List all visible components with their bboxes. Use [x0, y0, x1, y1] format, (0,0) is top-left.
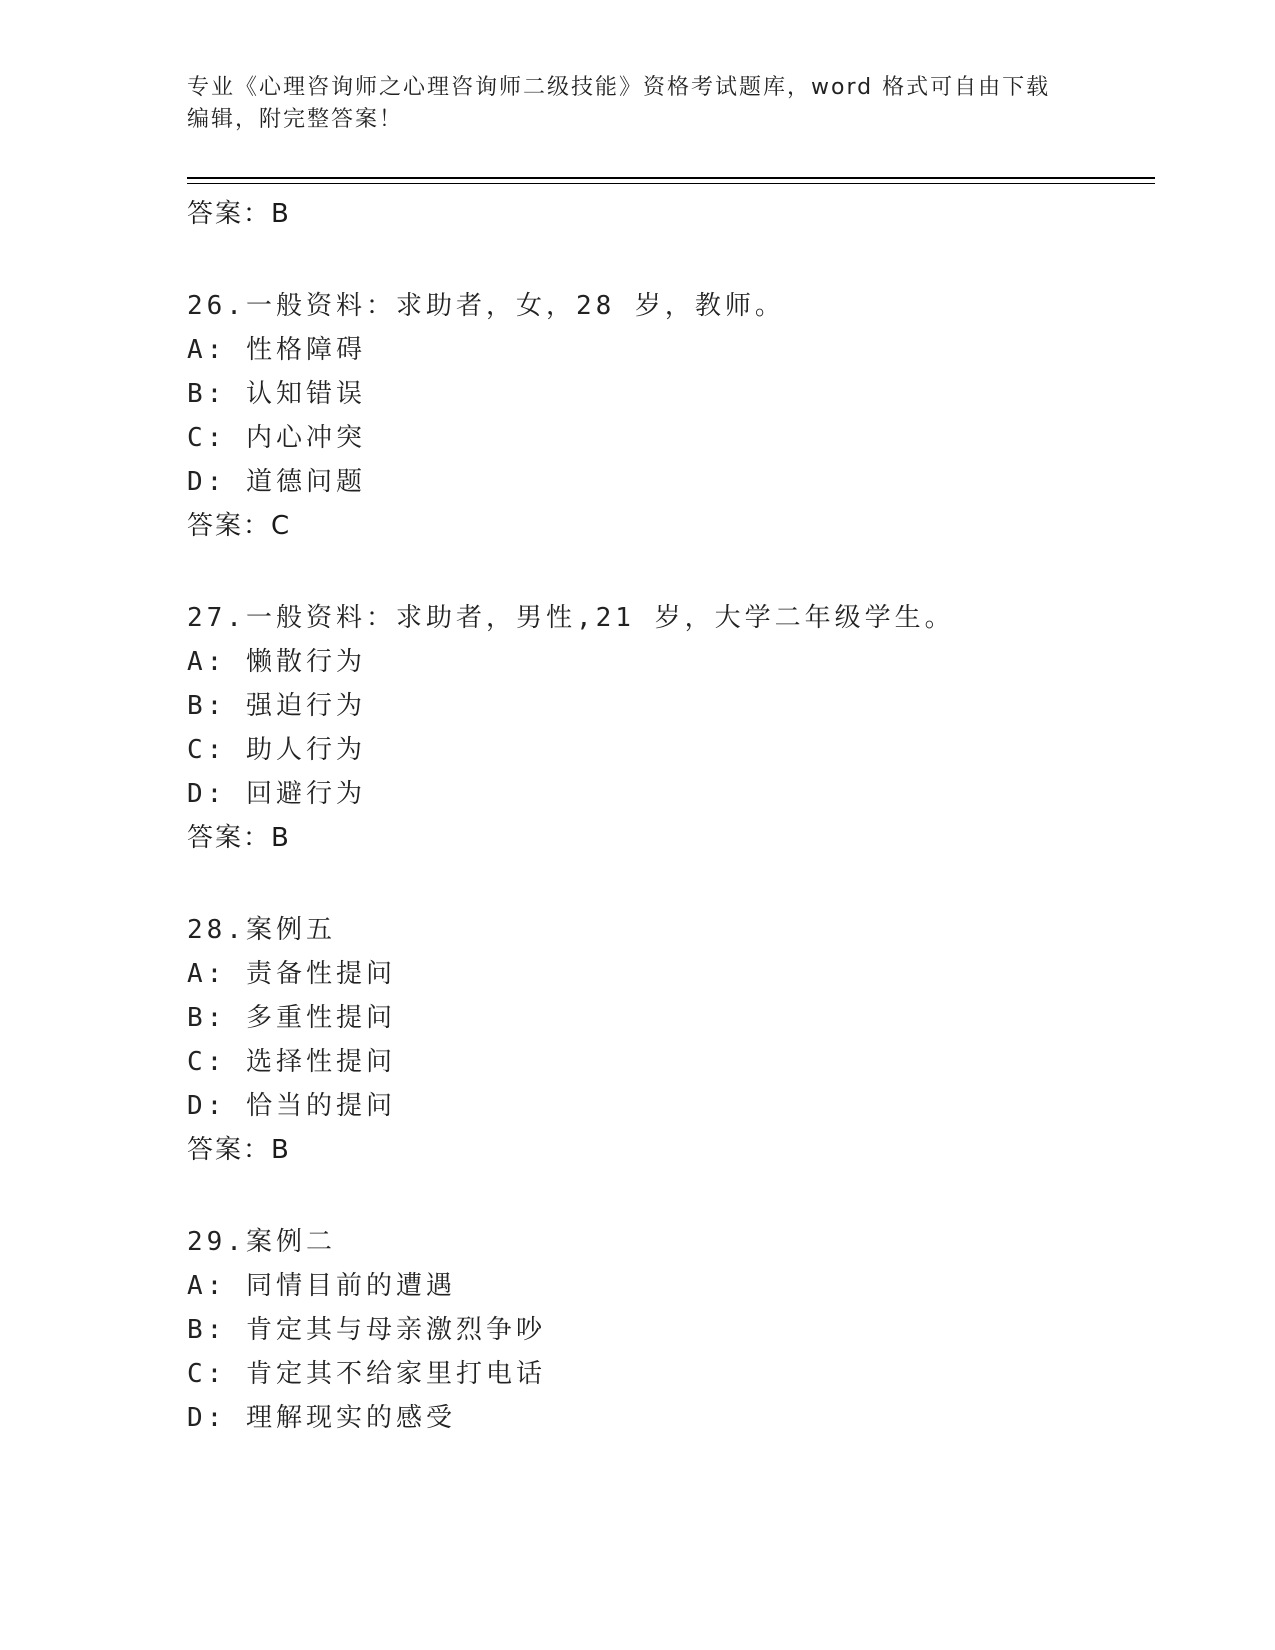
header-divider-thick [187, 177, 1155, 179]
question-29-stem: 29.案例二 [187, 1227, 336, 1257]
question-28-stem: 28.案例五 [187, 915, 336, 945]
question-26-option-c: C: 内心冲突 [187, 423, 366, 453]
question-27-answer: 答案：B [187, 823, 291, 853]
question-26-option-a: A: 性格障碍 [187, 335, 366, 365]
question-29-option-c: C: 肯定其不给家里打电话 [187, 1359, 546, 1389]
question-26-option-d: D: 道德问题 [187, 467, 366, 497]
question-29-option-d: D: 理解现实的感受 [187, 1403, 456, 1433]
question-27-option-c: C: 助人行为 [187, 735, 366, 765]
header-divider-thin [187, 183, 1155, 184]
header-line-1: 专业《心理咨询师之心理咨询师二级技能》资格考试题库，word 格式可自由下载 [187, 75, 1051, 100]
question-26-stem: 26.一般资料：求助者，女，28 岁，教师。 [187, 291, 785, 321]
question-27-option-b: B: 强迫行为 [187, 691, 366, 721]
question-29-option-a: A: 同情目前的遭遇 [187, 1271, 456, 1301]
question-26-answer: 答案：C [187, 511, 292, 541]
question-28-option-b: B: 多重性提问 [187, 1003, 396, 1033]
answer-line: 答案：B [187, 199, 291, 229]
question-28-option-c: C: 选择性提问 [187, 1047, 396, 1077]
question-27-option-a: A: 懒散行为 [187, 647, 366, 677]
header-line-2: 编辑，附完整答案！ [187, 107, 404, 132]
question-27-stem: 27.一般资料：求助者，男性,21 岁，大学二年级学生。 [187, 603, 955, 633]
question-28-option-a: A: 责备性提问 [187, 959, 396, 989]
question-27-option-d: D: 回避行为 [187, 779, 366, 809]
question-28-option-d: D: 恰当的提问 [187, 1091, 396, 1121]
question-29-option-b: B: 肯定其与母亲激烈争吵 [187, 1315, 546, 1345]
question-28-answer: 答案：B [187, 1135, 291, 1165]
question-26-option-b: B: 认知错误 [187, 379, 366, 409]
document-header [187, 72, 1087, 136]
